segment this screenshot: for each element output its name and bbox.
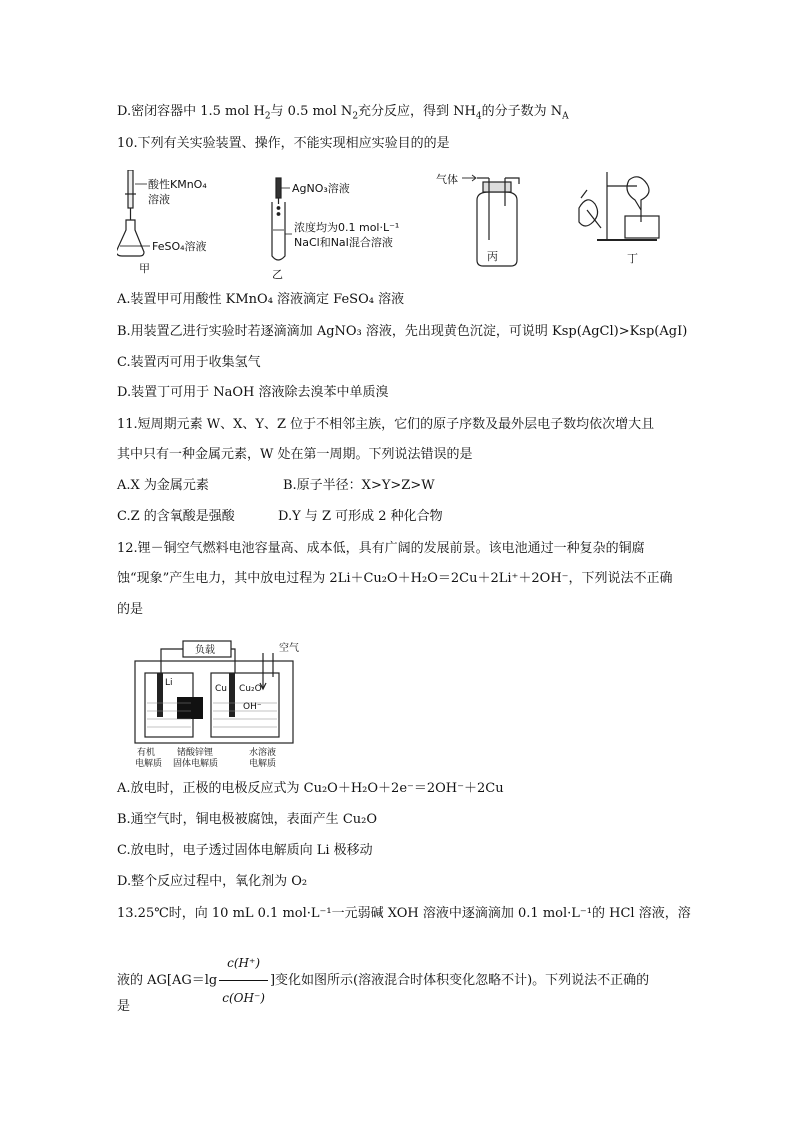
cu-label: Cu — [215, 684, 227, 694]
cu2o-label: Cu₂O — [239, 684, 262, 694]
yi-desc-1: 浓度均为0.1 mol·L⁻¹ — [294, 221, 400, 234]
q12-stem-2: 蚀“现象”产生电力，其中放电过程为 2Li＋Cu₂O＋H₂O＝2Cu＋2Li⁺＋2OH⁻，下列说法不正确 — [117, 571, 673, 586]
oh-label: OH⁻ — [243, 702, 262, 712]
li-electrode — [157, 673, 163, 717]
q9-option-d — [117, 103, 569, 121]
apparatus-jia — [117, 170, 150, 256]
li-label: Li — [165, 678, 173, 688]
q11-stem-2: 其中只有一种金属元素，W 处在第一周期。下列说法错误的是 — [117, 447, 473, 462]
apparatus-ding — [579, 172, 659, 240]
q10-option-a: A.装置甲可用酸性 KMnO₄ 溶液滴定 FeSO₄ 溶液 — [117, 292, 405, 307]
q13-stem-2 — [117, 946, 649, 1015]
q13-stem-1: 13.25℃时，向 10 mL 0.1 mol·L⁻¹一元弱碱 XOH 溶液中逐滴滴加 0.1 mol·L⁻¹的 HCl 溶液，溶 — [117, 906, 691, 921]
q13-stem-2-post: ]变化如图所示(溶液混合时体积变化忽略不计)。下列说法不正确的 — [269, 973, 650, 988]
jia-reagent-bottom: FeSO₄溶液 — [152, 240, 207, 253]
right-label-1: 水溶液 — [249, 748, 277, 758]
jia-label: 甲 — [139, 262, 150, 275]
bing-label: 丙 — [487, 250, 498, 263]
q11-option-a: A.X 为金属元素 — [117, 478, 209, 493]
q11-option-c: C.Z 的含氧酸是强酸 — [117, 509, 235, 524]
jia-reagent-top-1: 酸性KMnO₄ — [148, 178, 207, 191]
q12-stem-3: 的是 — [117, 602, 144, 617]
q12-option-a: A.放电时，正极的电极反应式为 Cu₂O＋H₂O＋2e⁻＝2OH⁻＋2Cu — [117, 781, 504, 796]
jia-reagent-top-2: 溶液 — [148, 193, 170, 206]
ding-label: 丁 — [627, 252, 638, 265]
q9-d-text-4: 的分子数为 N — [481, 104, 563, 119]
ag-fraction-numerator: c(H⁺) — [219, 946, 268, 981]
solid-electrolyte-block — [177, 697, 203, 719]
ag-fraction-denominator: c(OH⁻) — [222, 991, 265, 1005]
q9-d-text-1: D.密闭容器中 1.5 mol H — [117, 104, 265, 119]
q9-d-sub-3: 4 — [475, 111, 482, 122]
mid-label-1: 锗酸锌锂 — [177, 748, 214, 758]
q12-stem-1: 12.锂－铜空气燃料电池容量高、成本低，具有广阔的发展前景。该电池通过一种复杂的铜腐 — [117, 541, 645, 556]
q11-option-b: B.原子半径：X>Y>Z>W — [283, 478, 435, 493]
q9-d-sub-2: 2 — [352, 111, 359, 122]
yi-label: 乙 — [272, 268, 283, 281]
bing-gas-label: 气体 — [436, 173, 458, 186]
mid-label-2: 固体电解质 — [173, 759, 219, 768]
q11-option-d: D.Y 与 Z 可形成 2 种化合物 — [278, 509, 443, 524]
cu-electrode — [229, 673, 235, 717]
q10-option-c: C.装置丙可用于收集氢气 — [117, 355, 261, 370]
left-label-1: 有机 — [137, 748, 156, 758]
q10-option-b: B.用装置乙进行实验时若逐滴滴加 AgNO₃ 溶液，先出现黄色沉淀，可说明 Ksp(AgCl)>Ksp(AgI) — [117, 324, 688, 339]
yi-desc-2: NaCl和NaI混合溶液 — [294, 236, 393, 249]
q9-d-sub-4: A — [562, 111, 569, 122]
air-label: 空气 — [279, 643, 299, 654]
q12-option-c: C.放电时，电子透过固体电解质向 Li 极移动 — [117, 843, 373, 858]
q13-stem-3: 是 — [117, 999, 131, 1014]
q9-d-sub-1: 2 — [264, 111, 271, 122]
left-label-2: 电解质 — [135, 759, 163, 768]
q12-option-d: D.整个反应过程中，氧化剂为 O₂ — [117, 874, 308, 889]
q9-d-text-3: 充分反应，得到 NH — [358, 104, 476, 119]
q11-stem-1: 11.短周期元素 W、X、Y、Z 位于不相邻主族，它们的原子序数及最外层电子数均依次增大且 — [117, 417, 655, 432]
q10-stem: 10.下列有关实验装置、操作，不能实现相应实验目的的是 — [117, 136, 450, 151]
q10-option-d: D.装置丁可用于 NaOH 溶液除去溴苯中单质溴 — [117, 385, 389, 400]
load-label: 负载 — [195, 645, 215, 656]
q12-battery-figure — [133, 633, 313, 768]
q12-option-b: B.通空气时，铜电极被腐蚀，表面产生 Cu₂O — [117, 812, 378, 827]
q9-d-text-2: 与 0.5 mol N — [270, 104, 353, 119]
apparatus-yi — [272, 178, 292, 260]
right-label-2: 电解质 — [249, 759, 277, 768]
yi-reagent-top: AgNO₃溶液 — [292, 182, 350, 195]
q10-apparatus-figure — [117, 170, 677, 282]
ag-fraction — [219, 946, 268, 1015]
q13-stem-2-pre: 液的 AG[AG＝lg — [117, 973, 218, 988]
